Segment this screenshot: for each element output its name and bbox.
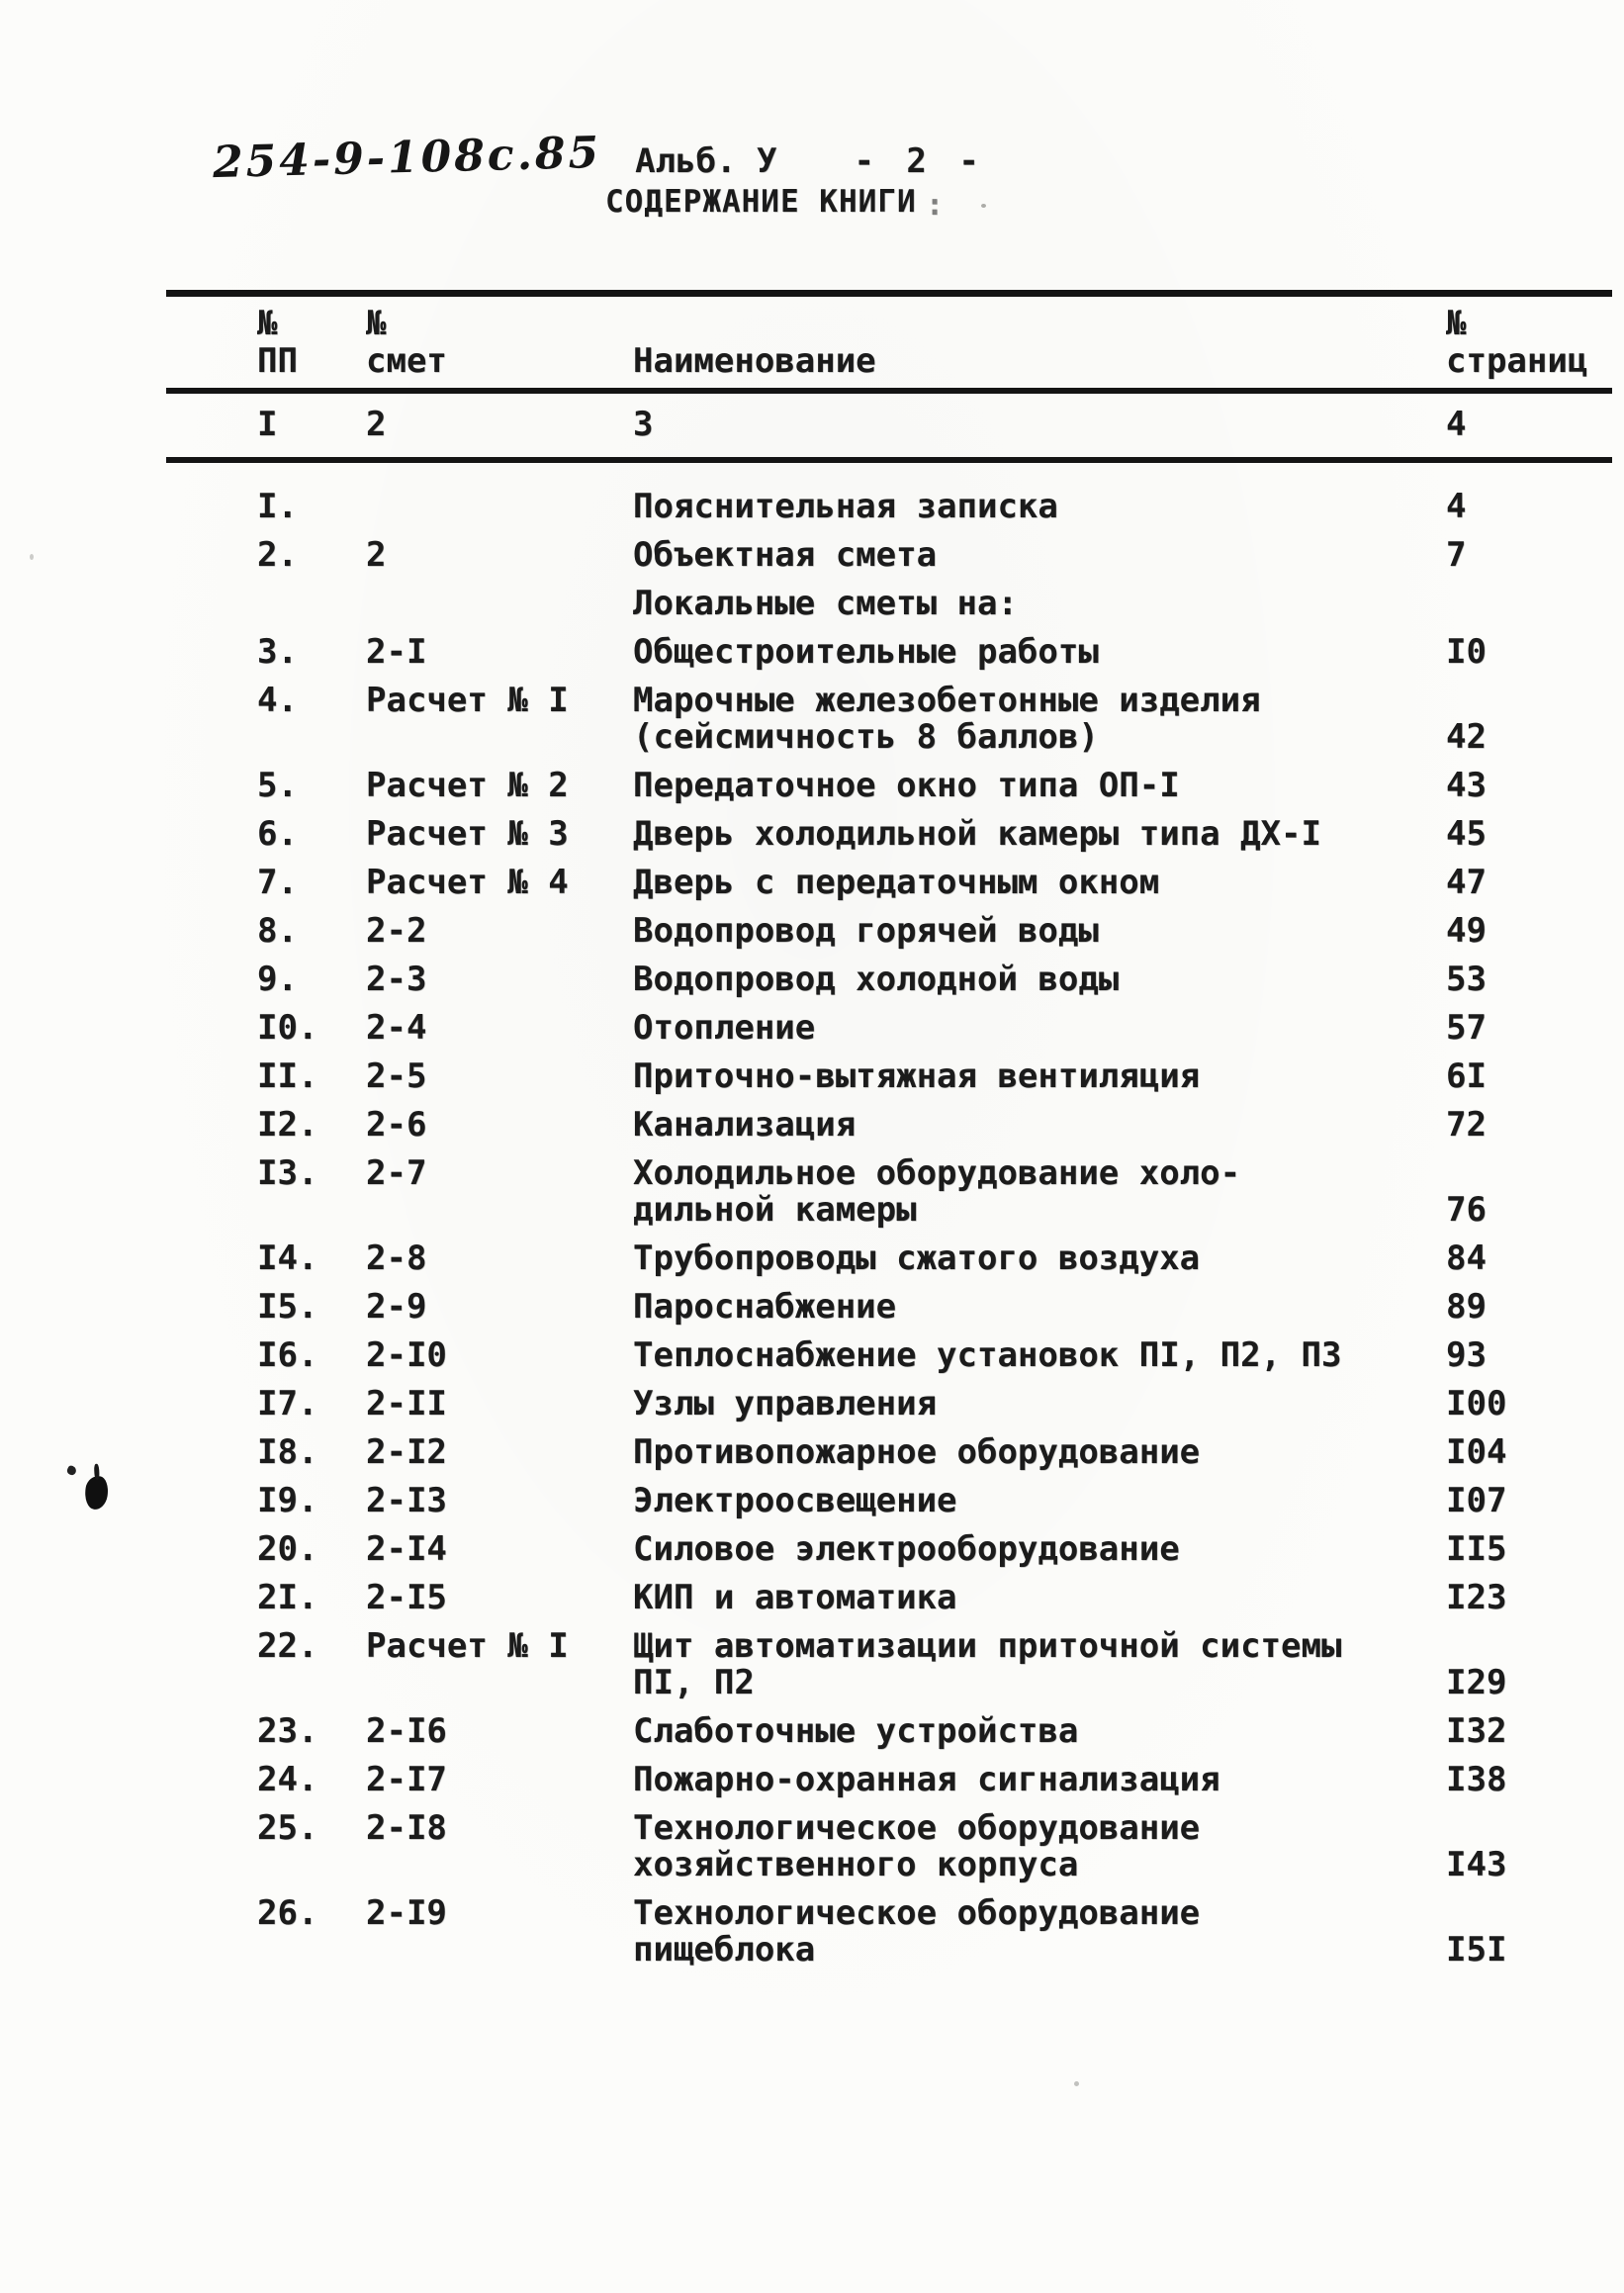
estimate-number: Расчет № I	[366, 1626, 569, 1666]
estimate-number: 2-6	[366, 1105, 427, 1145]
item-name	[633, 1531, 1424, 1568]
item-name-line: Холодильное оборудование холо-	[633, 1153, 1241, 1193]
item-number: 3.	[257, 632, 298, 672]
item-number: I5.	[257, 1287, 318, 1327]
item-page-number: I04	[1446, 1432, 1507, 1472]
item-name	[633, 1762, 1424, 1798]
item-number: 2I.	[257, 1578, 318, 1617]
item-page-number: I0	[1446, 632, 1487, 672]
item-name-line: Щит автоматизации приточной системы	[633, 1626, 1342, 1666]
item-name-line: хозяйственного корпуса	[633, 1845, 1079, 1884]
toc-row	[257, 962, 1612, 998]
item-page-number: 84	[1446, 1238, 1487, 1278]
toc-row	[257, 537, 1612, 574]
toc-row	[257, 1155, 1612, 1229]
toc-row	[257, 1289, 1612, 1326]
toc-row	[257, 1337, 1612, 1374]
item-name	[633, 1337, 1424, 1374]
item-name-line: Водопровод горячей воды	[633, 911, 1099, 951]
item-name	[633, 865, 1424, 901]
item-page-number: II5	[1446, 1529, 1507, 1569]
ink-blot	[82, 1474, 110, 1511]
toc-row	[257, 1531, 1612, 1568]
column-header-name-label: Наименование	[633, 341, 876, 381]
toc-row	[257, 1010, 1612, 1047]
estimate-number: 2-5	[366, 1056, 427, 1096]
item-name-line: Узлы управления	[633, 1384, 938, 1423]
contents-table	[166, 290, 1612, 1980]
column-index-3: 3	[633, 405, 654, 444]
toc-row	[257, 1240, 1612, 1277]
item-name-line: Силовое электрооборудование	[633, 1529, 1180, 1569]
toc-row	[257, 1895, 1612, 1969]
column-header-number-label: ПП	[257, 341, 298, 381]
item-name	[633, 1895, 1424, 1969]
item-page-number: 76	[1446, 1190, 1487, 1230]
estimate-number: 2-I8	[366, 1808, 447, 1848]
item-number: 7.	[257, 863, 298, 902]
estimate-number: Расчет № 4	[366, 863, 569, 902]
toc-row	[257, 683, 1612, 756]
item-name-line: Водопровод холодной воды	[633, 960, 1120, 999]
estimate-number: 2-9	[366, 1287, 427, 1327]
item-name	[633, 768, 1424, 804]
item-name	[633, 1289, 1424, 1326]
item-page-number: I5I	[1446, 1930, 1507, 1970]
column-header-number-sign: №	[257, 304, 278, 343]
estimate-number: 2-7	[366, 1153, 427, 1193]
item-page-number: I23	[1446, 1578, 1507, 1617]
item-page-number: 7	[1446, 535, 1467, 575]
item-number: I2.	[257, 1105, 318, 1145]
item-name-line: ПI, П2	[633, 1663, 755, 1702]
item-name-line: КИП и автоматика	[633, 1578, 957, 1617]
estimate-number: 2-I5	[366, 1578, 447, 1617]
item-page-number: 47	[1446, 863, 1487, 902]
estimate-number: 2-4	[366, 1008, 427, 1048]
column-index-4: 4	[1446, 405, 1467, 444]
toc-row	[257, 1810, 1612, 1883]
album-label: Альб. У	[635, 141, 777, 181]
item-name-line: Трубопроводы сжатого воздуха	[633, 1238, 1201, 1278]
toc-row	[257, 865, 1612, 901]
item-number: I9.	[257, 1481, 318, 1520]
estimate-number: 2-I2	[366, 1432, 447, 1472]
estimate-number: 2-I9	[366, 1893, 447, 1933]
item-name	[633, 634, 1424, 671]
estimate-number: 2	[366, 535, 387, 575]
estimate-number: 2-I3	[366, 1481, 447, 1520]
table-header	[166, 290, 1612, 394]
item-number: 5.	[257, 766, 298, 805]
document-code: 254-9-108с.85	[212, 127, 602, 189]
item-page-number: 4	[1446, 487, 1467, 526]
estimate-number: 2-I6	[366, 1711, 447, 1751]
item-page-number: 42	[1446, 717, 1487, 757]
item-name-line: Пароснабжение	[633, 1287, 897, 1327]
column-header-name	[633, 305, 1424, 380]
estimate-number: 2-I4	[366, 1529, 447, 1569]
item-number: 2.	[257, 535, 298, 575]
item-name-line: Дверь с передаточным окном	[633, 863, 1160, 902]
item-name	[633, 1628, 1424, 1701]
toc-row	[257, 1628, 1612, 1701]
item-name-line: Технологическое оборудование	[633, 1893, 1201, 1933]
item-name-line: Слаботочные устройства	[633, 1711, 1079, 1751]
item-name	[633, 489, 1424, 525]
estimate-number: Расчет № 3	[366, 814, 569, 854]
estimate-number: 2-3	[366, 960, 427, 999]
page-title: СОДЕРЖАНИЕ КНИГИ	[605, 184, 917, 220]
item-name-line: (сейсмичность 8 баллов)	[633, 717, 1099, 757]
scan-speck	[981, 204, 986, 208]
page-header	[212, 127, 985, 189]
item-name	[633, 1386, 1424, 1422]
column-header-estimate-sign: №	[366, 304, 387, 343]
item-number: I.	[257, 487, 298, 526]
estimate-number: 2-II	[366, 1384, 447, 1423]
item-number: I4.	[257, 1238, 318, 1278]
estimate-number: 2-2	[366, 911, 427, 951]
item-name	[633, 537, 1424, 574]
item-name	[633, 1713, 1424, 1750]
item-page-number: 57	[1446, 1008, 1487, 1048]
item-name-line: пищеблока	[633, 1930, 816, 1970]
item-name-line: Общестроительные работы	[633, 632, 1099, 672]
item-number: I0.	[257, 1008, 318, 1048]
item-name	[633, 1580, 1424, 1616]
item-name-line: Дверь холодильной камеры типа ДХ-I	[633, 814, 1321, 854]
item-name	[633, 683, 1424, 756]
item-number: 23.	[257, 1711, 318, 1751]
item-page-number: 93	[1446, 1335, 1487, 1375]
estimate-number: 2-8	[366, 1238, 427, 1278]
toc-row	[257, 1483, 1612, 1519]
item-name-line: Электроосвещение	[633, 1481, 957, 1520]
column-header-item-number	[257, 305, 366, 380]
toc-row	[257, 1713, 1612, 1750]
item-name	[633, 1810, 1424, 1883]
item-number: 9.	[257, 960, 298, 999]
column-header-pages	[1424, 305, 1612, 380]
estimate-number	[366, 586, 633, 622]
item-number: II.	[257, 1056, 318, 1096]
item-number: I3.	[257, 1153, 318, 1193]
scan-speck	[1074, 2081, 1079, 2086]
toc-row	[257, 1107, 1612, 1144]
item-number: 4.	[257, 681, 298, 720]
column-index-1: I	[257, 405, 278, 444]
item-name	[633, 962, 1424, 998]
title-colon-mark: :	[926, 188, 945, 223]
column-index-row	[166, 394, 1612, 463]
toc-rows	[166, 463, 1612, 1969]
item-name	[633, 1010, 1424, 1047]
item-name	[633, 816, 1424, 853]
column-header-pages-sign: №	[1446, 304, 1467, 343]
item-number: I6.	[257, 1335, 318, 1375]
ink-mark	[66, 1465, 78, 1477]
item-name-line: Канализация	[633, 1105, 857, 1145]
toc-row	[257, 1058, 1612, 1095]
item-name	[633, 1483, 1424, 1519]
item-name-line: Пояснительная записка	[633, 487, 1058, 526]
item-number: 20.	[257, 1529, 318, 1569]
item-page-number: I07	[1446, 1481, 1507, 1520]
toc-row	[257, 1580, 1612, 1616]
item-name	[633, 1240, 1424, 1277]
item-name	[633, 586, 1424, 622]
estimate-number: 2-I	[366, 632, 427, 672]
item-name-line: Технологическое оборудование	[633, 1808, 1201, 1848]
item-page-number: I29	[1446, 1663, 1507, 1702]
sheet-number: - 2 -	[854, 141, 985, 181]
item-number: I7.	[257, 1384, 318, 1423]
column-header-name-spacer	[633, 305, 1424, 342]
toc-row	[257, 489, 1612, 525]
toc-row	[257, 816, 1612, 853]
toc-row	[257, 634, 1612, 671]
toc-row	[257, 768, 1612, 804]
toc-row	[257, 913, 1612, 950]
item-page-number: I00	[1446, 1384, 1507, 1423]
item-page-number: 43	[1446, 766, 1487, 805]
item-name-line: Пожарно-охранная сигнализация	[633, 1760, 1220, 1799]
estimate-number	[366, 489, 633, 525]
item-name	[633, 1058, 1424, 1095]
toc-row	[257, 1762, 1612, 1798]
toc-row	[257, 1434, 1612, 1471]
item-number: 6.	[257, 814, 298, 854]
estimate-number: 2-I7	[366, 1760, 447, 1799]
column-header-pages-label: страниц	[1446, 341, 1588, 381]
toc-row	[257, 586, 1612, 622]
item-name-line: Локальные сметы на:	[633, 584, 1018, 623]
item-page-number: 6I	[1446, 1056, 1487, 1096]
item-name-line: Объектная смета	[633, 535, 938, 575]
estimate-number: Расчет № I	[366, 681, 569, 720]
item-name-line: дильной камеры	[633, 1190, 917, 1230]
item-number: 26.	[257, 1893, 318, 1933]
item-name	[633, 1434, 1424, 1471]
item-name	[633, 1155, 1424, 1229]
item-page-number: I43	[1446, 1845, 1507, 1884]
item-page-number: 89	[1446, 1287, 1487, 1327]
item-name-line: Приточно-вытяжная вентиляция	[633, 1056, 1201, 1096]
item-name	[633, 913, 1424, 950]
item-page-number: I38	[1446, 1760, 1507, 1799]
estimate-number: Расчет № 2	[366, 766, 569, 805]
item-name-line: Передаточное окно типа ОП-I	[633, 766, 1180, 805]
item-number: 8.	[257, 911, 298, 951]
item-page-number: 53	[1446, 960, 1487, 999]
item-name	[633, 1107, 1424, 1144]
item-number: 22.	[257, 1626, 318, 1666]
item-name-line: Отопление	[633, 1008, 816, 1048]
item-number: 25.	[257, 1808, 318, 1848]
scan-speck	[30, 554, 34, 560]
item-page-number: 45	[1446, 814, 1487, 854]
column-header-estimate	[366, 305, 633, 380]
item-number: I8.	[257, 1432, 318, 1472]
item-page-number: 72	[1446, 1105, 1487, 1145]
item-name-line: Теплоснабжение установок ПI, П2, П3	[633, 1335, 1342, 1375]
item-name-line: Марочные железобетонные изделия	[633, 681, 1261, 720]
item-name-line: Противопожарное оборудование	[633, 1432, 1201, 1472]
item-page-number: I32	[1446, 1711, 1507, 1751]
estimate-number: 2-I0	[366, 1335, 447, 1375]
item-page-number: 49	[1446, 911, 1487, 951]
column-index-2: 2	[366, 405, 387, 444]
column-header-estimate-label: смет	[366, 341, 447, 381]
toc-row	[257, 1386, 1612, 1422]
item-number	[257, 586, 366, 622]
item-number: 24.	[257, 1760, 318, 1799]
